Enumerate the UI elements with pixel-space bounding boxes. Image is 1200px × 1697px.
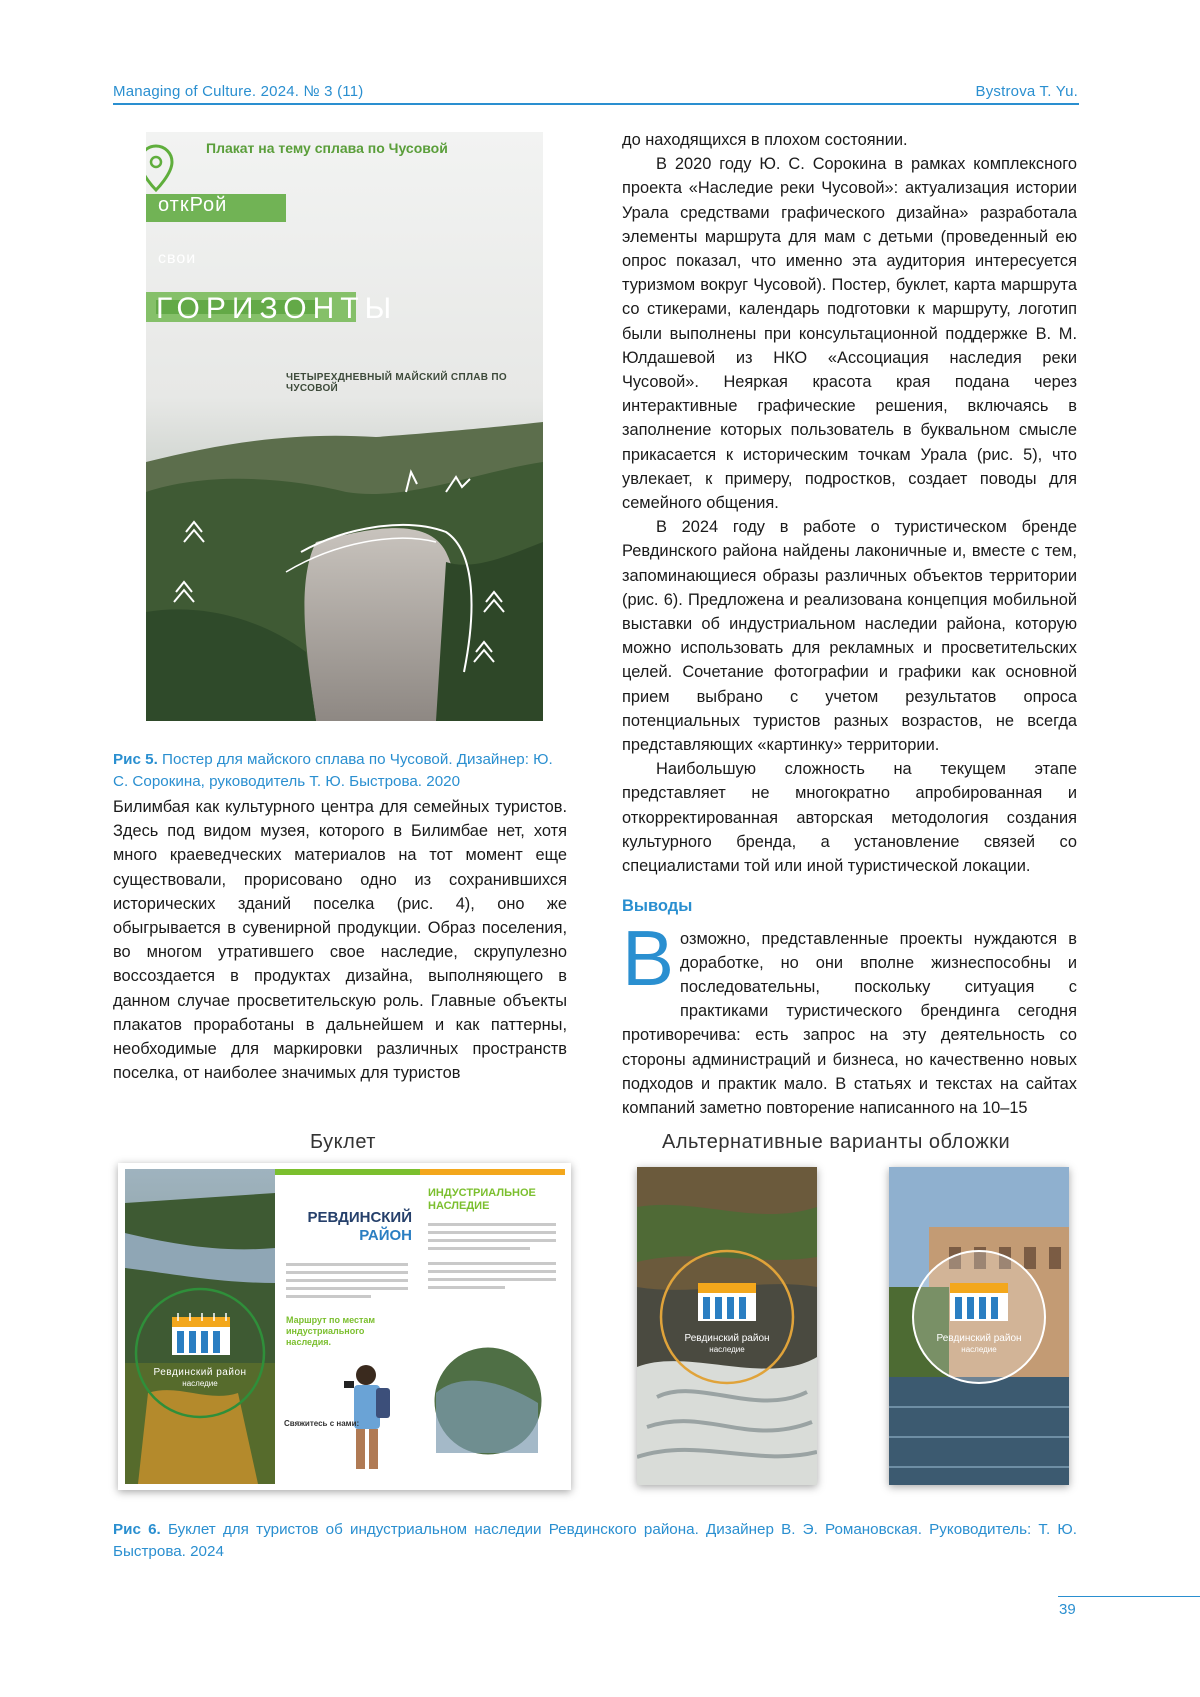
industrial-heritage-logo-icon	[168, 1313, 234, 1359]
industrial-heritage-logo-icon	[694, 1279, 760, 1325]
left-paragraph: Билимбая как культурного центра для семейных туристов. Здесь под видом музея, которого в Билимбае нет, хотя много краеведческих материалов на тот момент еще существовали, прорисовано одно из сохранившихся исторических зданий поселка (рис. 4), оно же обыгрывается в сувенирной продукции. Образ поселения, во многом утратившего свое наследие, скрупулезно воссоздается в продуктах дизайна, выполняющего в данном случае просветительскую роль. Главные объекты плакатов проработаны в дальнейшем и как паттерны, необходимые для маркировки различных пространств поселка, от наиболее значимых для туристов	[113, 798, 567, 1083]
booklet-title-2: РАЙОН	[359, 1227, 412, 1244]
cover-2-logo	[946, 1279, 1012, 1325]
booklet-logo	[168, 1313, 234, 1359]
figure5-caption-text: Постер для майского сплава по Чусовой. Дизайнер: Ю. С. Сорокина, руководитель Т. Ю. Быстрова. 2020	[113, 751, 553, 790]
figure6-label-booklet: Буклет	[310, 1131, 376, 1153]
industrial-heritage-logo-icon	[946, 1279, 1012, 1325]
right-paragraph-4: Наибольшую сложность на текущем этапе представляет не многократно апробированная и откорректированная авторская методология создания культурного бренда, а установление связей со специалистами той или иной туристической локации.	[622, 760, 1077, 876]
dropcap-letter: В	[622, 913, 675, 1002]
cover-1-logo	[694, 1279, 760, 1325]
booklet-logo-text-2: наследие	[182, 1379, 218, 1388]
header-rule	[113, 103, 1079, 105]
poster-word-1: откРой	[158, 194, 228, 216]
footer-rule	[1058, 1596, 1200, 1597]
journal-header: Managing of Culture. 2024. № 3 (11)	[113, 83, 364, 100]
figure6-cover-2	[889, 1167, 1069, 1485]
booklet-right-lines	[428, 1223, 556, 1289]
figure6-booklet	[118, 1163, 571, 1490]
poster-subtitle: ЧЕТЫРЕХДНЕВНЫЙ МАЙСКИЙ СПЛАВ ПО ЧУСОВОЙ	[286, 372, 507, 394]
booklet-logo-text-1: Ревдинский район	[153, 1367, 247, 1378]
poster-word-2: свои	[158, 250, 197, 267]
figure5-caption-label: Рис 5.	[113, 751, 158, 768]
figure6-label-covers: Альтернативные варианты обложки	[662, 1131, 1011, 1153]
figure6-caption-label: Рис 6.	[113, 1521, 161, 1538]
figure6-caption-text: Буклет для туристов об индустриальном наследии Ревдинского района. Дизайнер В. Э. Романовская. Руководитель: Т. Ю. Быстрова. 2024	[113, 1521, 1077, 1560]
right-paragraph-1: до находящихся в плохом состоянии.	[622, 131, 908, 149]
booklet-contact: Свяжитесь с нами:	[284, 1419, 360, 1428]
poster-header: Плакат на тему сплава по Чусовой	[206, 140, 448, 156]
right-column	[622, 128, 1077, 1120]
left-column-text	[113, 795, 567, 1085]
booklet-title-1: РЕВДИНСКИЙ	[307, 1209, 412, 1226]
cover-2-artwork	[889, 1167, 1069, 1485]
right-paragraph-2: В 2020 году Ю. С. Сорокина в рамках комплексного проекта «Наследие реки Чусовой»: актуализация истории Урала средствами графического дизайна» разработала элементы маршрута для мам с детьми (проведенный ею опрос показал, что именно эта аудитория интересуется туризмом вокруг Чусовой). Постер, буклет, карта маршрута со стикерами, календарь подготовки к маршруту, логотип были выполнены при консультационной поддержке В. М. Юлдашевой из НКО «Ассоциация наследия реки Чусовой». Неяркая красота края подана через интерактивные графические решения, включаясь в заполнение которых пользователь в буквальном смысле прикасается к историческим точкам Урала (рис. 5), что увлекает, к примеру, подростков, создает поводы для семейного общения.	[622, 155, 1077, 513]
booklet-heading: ИНДУСТРИАЛЬНОЕ НАСЛЕДИЕ	[428, 1187, 536, 1212]
figure5-poster	[146, 132, 543, 721]
figure5-caption	[113, 749, 567, 793]
page-number: 39	[1059, 1601, 1076, 1618]
poster-artwork	[146, 132, 543, 721]
author-header: Bystrova T. Yu.	[975, 83, 1078, 100]
conclusion-paragraph	[622, 913, 1077, 1121]
cover-1-logo-text-1: Ревдинский район	[684, 1333, 770, 1344]
figure6-cover-1	[637, 1167, 817, 1485]
section-title-conclusions: Выводы	[622, 897, 693, 916]
poster-word-3: ГОРИЗОНТЫ	[156, 292, 398, 325]
figure6-caption	[113, 1519, 1077, 1563]
right-paragraph-3: В 2024 году в работе о туристическом бренде Ревдинского района найдены лаконичные и, вместе с тем, запоминающиеся образы различных объектов территории (рис. 6). Предложена и реализована концепция мобильной выставки об индустриальном наследии района, которую можно использовать для рекламных и просветительских целей. Сочетание фотографии и графики как основной прием выбрано с учетом результатов опроса потенциальных туристов разных возрастов, не всегда представляющих «картинку» территории.	[622, 518, 1077, 755]
booklet-filler-lines	[286, 1263, 408, 1298]
cover-1-logo-text-2: наследие	[709, 1345, 745, 1354]
cover-2-logo-text-1: Ревдинский район	[936, 1333, 1022, 1344]
cover-2-logo-text-2: наследие	[961, 1345, 997, 1354]
booklet-route: Маршрут по местам индустриального наследия.	[286, 1315, 376, 1347]
cover-1-artwork	[637, 1167, 817, 1485]
conclusion-text: озможно, представленные проекты нуждаются в доработке, но они вполне жизнеспособны и последовательны, поскольку ситуация с практиками туристического брендинга сегодня противоречива: есть запрос на эту деятельность со стороны администраций и бизнеса, но качественно новых подходов и практик мало. В статьях и текстах на сайтах компаний заметно повторение написанного на 10–15	[622, 929, 1077, 1117]
